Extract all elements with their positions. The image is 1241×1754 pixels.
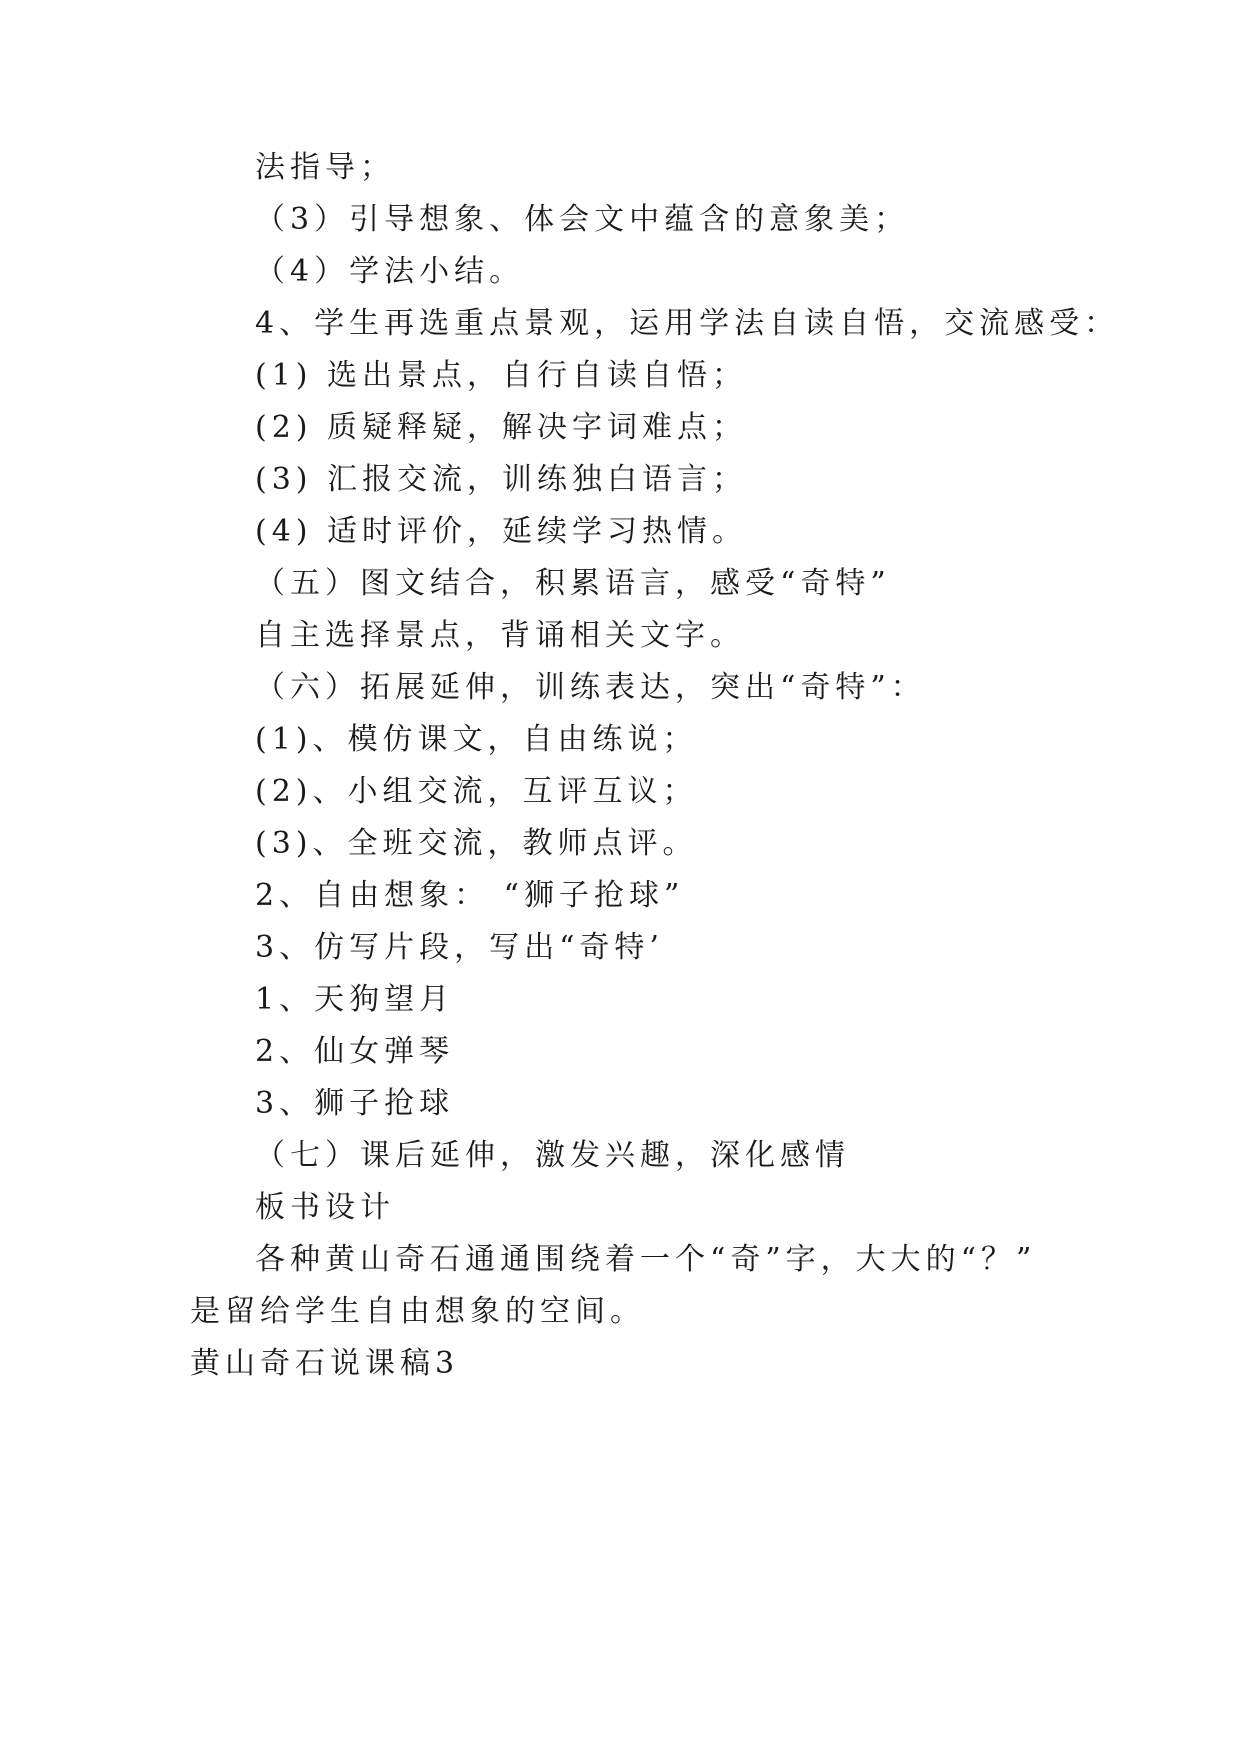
text-line: (1)、模仿课文，自由练说； [255, 722, 698, 757]
text-line: 黄山奇石说课稿3 [190, 1346, 460, 1381]
text-line: （4）学法小结。 [255, 254, 525, 289]
text-line: （五）图文结合，积累语言，感受“奇特” [255, 566, 891, 601]
text-line: （六）拓展延伸，训练表达，突出“奇特”： [255, 670, 926, 705]
text-line: 各种黄山奇石通通围绕着一个“奇”字，大大的“？” [255, 1242, 1037, 1277]
text-line: 2、仙女弹琴 [255, 1034, 455, 1069]
text-line: (2)、小组交流，互评互议； [255, 774, 698, 809]
text-line: 自主选择景点，背诵相关文字。 [255, 618, 745, 653]
text-line: (1) 选出景点，自行自读自悟； [255, 358, 748, 393]
text-line: (2) 质疑释疑，解决字词难点； [255, 410, 748, 445]
text-line: (4) 适时评价，延续学习热情。 [255, 514, 748, 549]
text-line: 3、仿写片段，写出“奇特’ [255, 930, 664, 965]
text-line: （3）引导想象、体会文中蕴含的意象美； [255, 202, 910, 237]
text-line: 法指导； [255, 150, 395, 185]
text-line: (3)、全班交流，教师点评。 [255, 826, 698, 861]
text-line: 3、狮子抢球 [255, 1086, 455, 1121]
text-line: (3) 汇报交流，训练独白语言； [255, 462, 748, 497]
text-line: 2、自由想象： “狮子抢球” [255, 878, 685, 913]
text-line: 1、天狗望月 [255, 982, 455, 1017]
text-line: 是留给学生自由想象的空间。 [190, 1294, 645, 1329]
text-line: 板书设计 [255, 1190, 395, 1225]
text-line: （七）课后延伸，激发兴趣，深化感情 [255, 1138, 850, 1173]
text-line: 4、学生再选重点景观，运用学法自读自悟，交流感受： [255, 306, 1120, 341]
